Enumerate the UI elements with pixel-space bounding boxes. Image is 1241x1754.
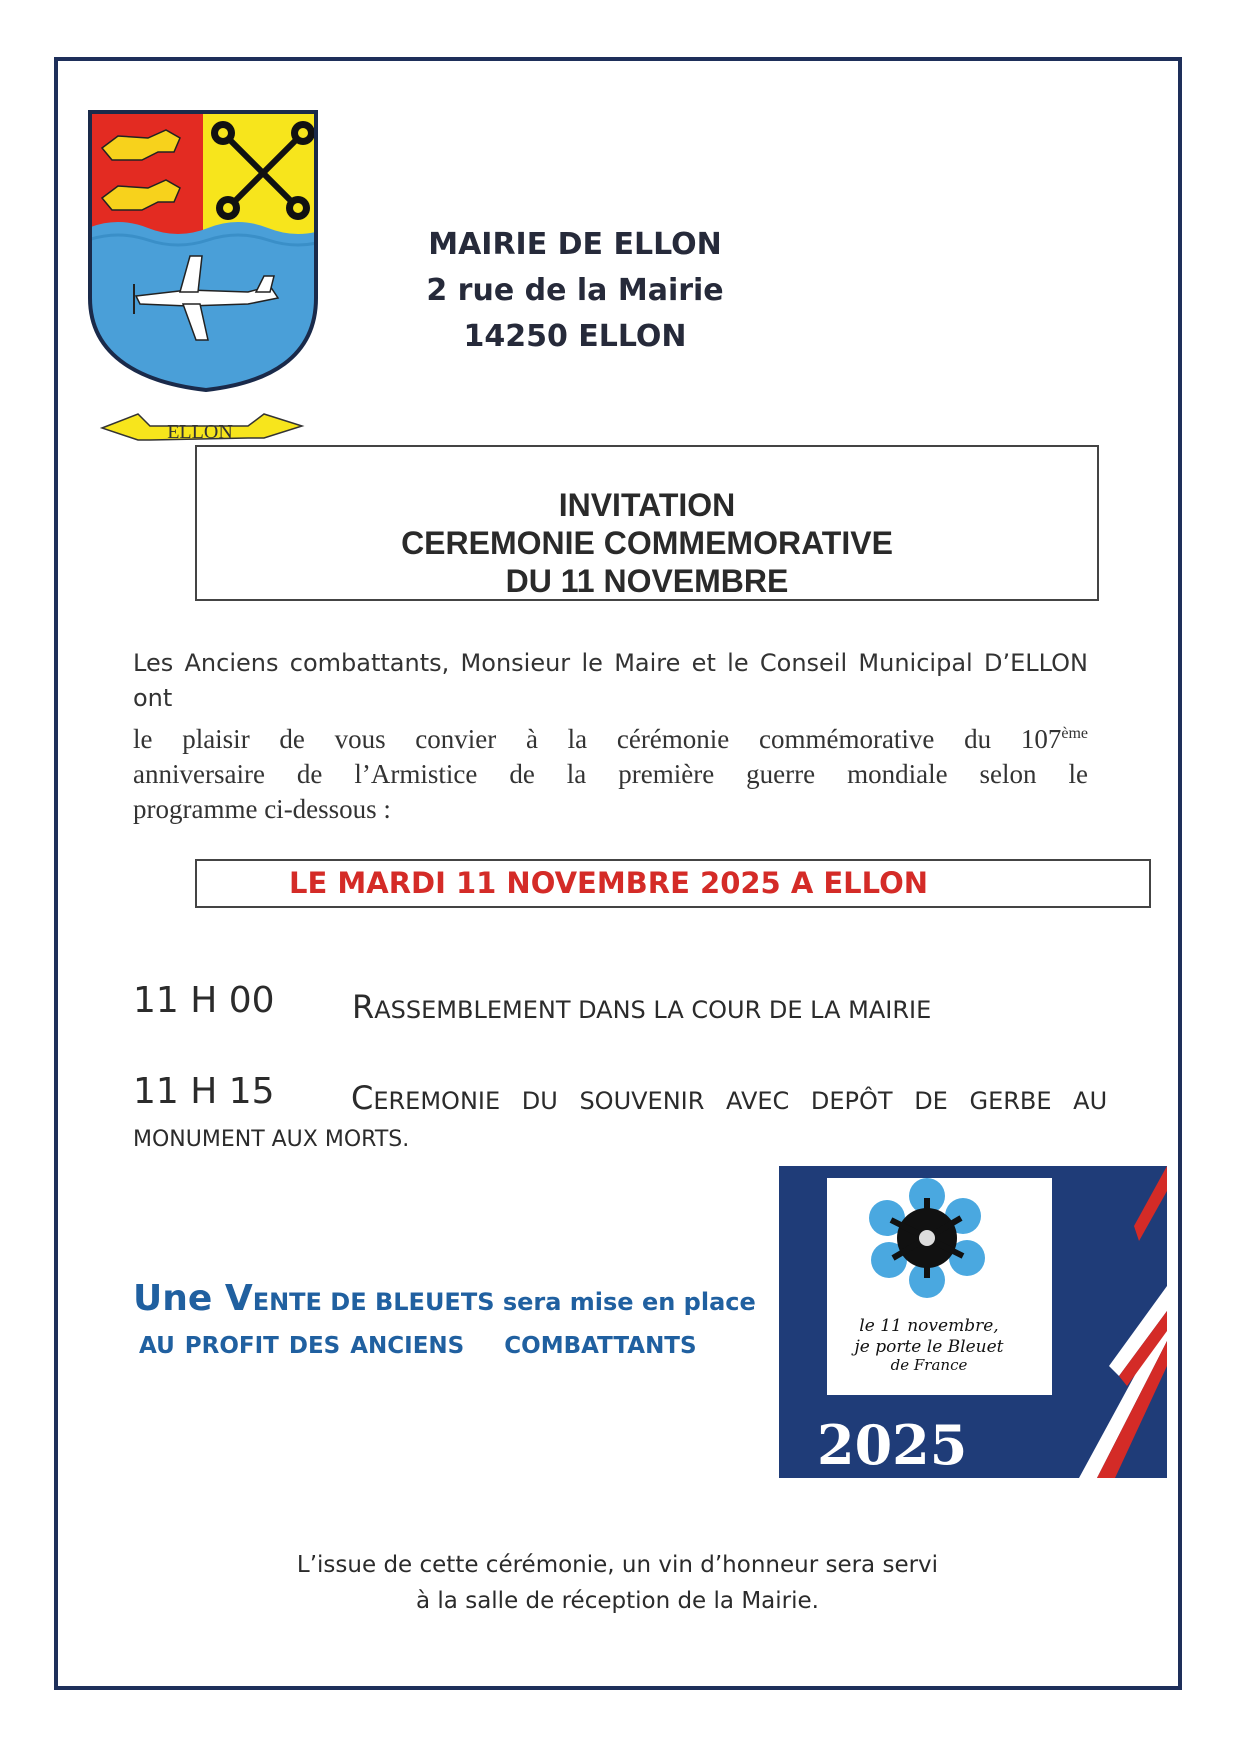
- sale-rest: sera mise en place: [494, 1288, 756, 1316]
- intro-line-2: [133, 716, 1088, 757]
- sale-ente: ENTE DE BLEUETS: [252, 1288, 495, 1316]
- sale-une: Une: [133, 1278, 225, 1319]
- programme-continuation: MONUMENT AUX MORTS.: [133, 1127, 410, 1152]
- programme-description: [352, 988, 931, 1026]
- address-line-name: MAIRIE DE ELLON: [428, 227, 722, 262]
- programme-description: [351, 1079, 1108, 1117]
- closing-line-1: L’issue de cette cérémonie, un vin d’honneur sera servi: [296, 1552, 939, 1578]
- programme-description-initial: C: [351, 1079, 374, 1117]
- event-date-banner: LE MARDI 11 NOVEMBRE 2025 A ELLON: [195, 859, 1151, 908]
- invitation-date-line: DU 11 NOVEMBRE: [505, 563, 789, 599]
- bleuet-poster-image: [779, 1166, 1167, 1478]
- bleuets-sale-line-1: [133, 1278, 756, 1319]
- programme-time: 11 H 00: [133, 980, 275, 1021]
- crest-banner-text: ELLON: [167, 421, 233, 443]
- ellon-coat-of-arms-logo: [88, 108, 328, 443]
- mairie-address: [390, 222, 760, 360]
- poster-handwriting-line-1: le 11 novembre,: [859, 1316, 999, 1336]
- sale-v: V: [224, 1278, 253, 1319]
- poster-handwriting-line-3: de France: [890, 1356, 968, 1374]
- programme-description-text: ASSEMBLEMENT DANS LA COUR DE LA MAIRIE: [374, 996, 932, 1024]
- closing-note: [200, 1547, 1035, 1619]
- programme-description-initial: R: [352, 988, 375, 1026]
- bleuets-sale-line-2: AU PROFIT DES ANCIENS COMBATTANTS: [139, 1333, 697, 1359]
- address-line-street: 2 rue de la Mairie: [426, 273, 724, 308]
- poster-handwriting-line-2: je porte le Bleuet: [854, 1337, 1004, 1357]
- programme-description-text-wrap: [351, 1079, 1108, 1117]
- closing-line-2: à la salle de réception de la Mairie.: [416, 1588, 819, 1614]
- invitation-title-box: [195, 445, 1099, 601]
- intro-line-3: anniversaire de l’Armistice de la première guerre mondiale selon le: [133, 759, 1088, 789]
- programme-time: 11 H 15: [133, 1071, 275, 1112]
- address-line-city: 14250 ELLON: [463, 319, 687, 354]
- invitation-subtitle: CEREMONIE COMMEMORATIVE: [401, 525, 893, 561]
- programme-description-full: [351, 1079, 1107, 1117]
- intro-line-1: Les Anciens combattants, Monsieur le Maire et le Conseil Municipal D’ELLON ont: [133, 649, 1088, 712]
- intro-line-4: programme ci-dessous :: [133, 794, 391, 824]
- invitation-title: INVITATION: [558, 487, 736, 523]
- programme-description-text: EREMONIE DU SOUVENIR AVEC DEPÔT DE GERBE AU: [373, 1087, 1108, 1115]
- superscript-eme: ème: [1061, 725, 1088, 742]
- poster-year: 2025: [817, 1413, 968, 1477]
- intro-line-2-text: le plaisir de vous convier à la cérémonie commémorative du 107: [133, 724, 1062, 754]
- intro-paragraph: [133, 646, 1088, 827]
